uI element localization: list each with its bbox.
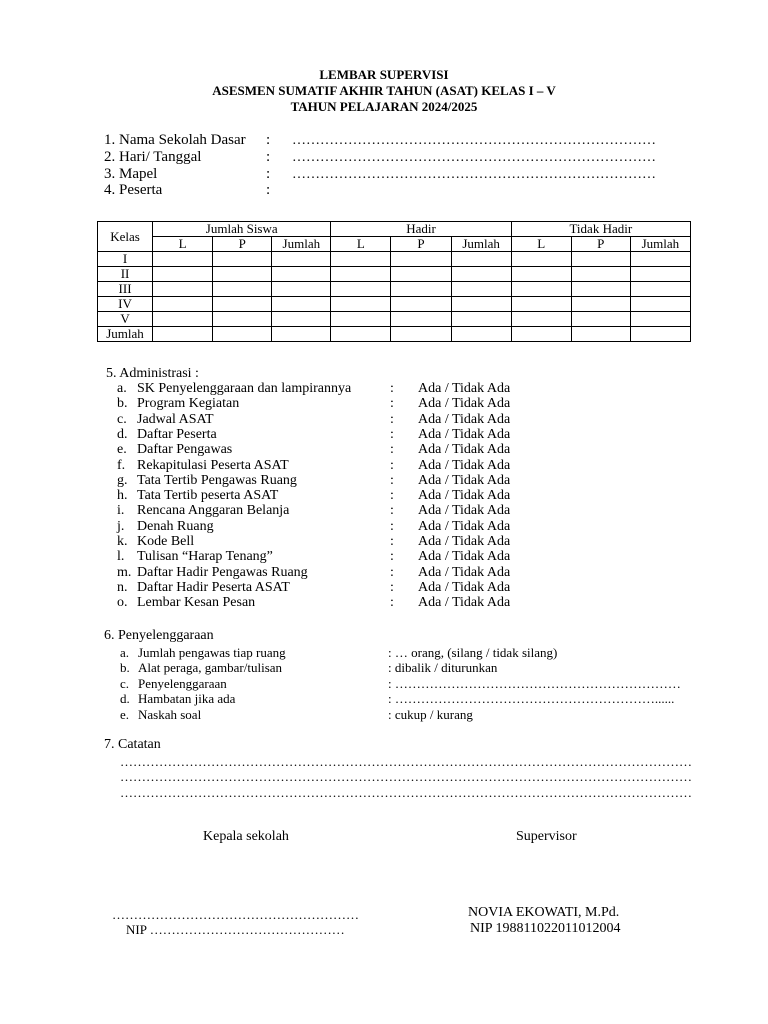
item-colon: : [390, 595, 394, 610]
item-value: : ………………………………………………………… [388, 676, 681, 691]
item-label: SK Penyelenggaraan dan lampirannya [137, 381, 352, 396]
signature-nip-left: NIP ……………………………………… [126, 922, 345, 937]
group-header-hadir: Hadir [331, 222, 511, 237]
cell [630, 252, 690, 267]
row-label: III [98, 282, 153, 297]
cell [153, 252, 213, 267]
identity-colon: : [266, 166, 271, 182]
cell [331, 252, 391, 267]
item-value: Ada / Tidak Ada [418, 580, 511, 595]
cell [213, 267, 272, 282]
item-letter: n. [117, 580, 128, 595]
subheader-cell: L [153, 237, 213, 252]
item-label: Penyelenggaraan [138, 676, 227, 691]
cell [451, 282, 511, 297]
cell [630, 297, 690, 312]
item-label: Tulisan “Harap Tenang” [137, 549, 273, 564]
cell [272, 252, 331, 267]
title-line-3: TAHUN PELAJARAN 2024/2025 [290, 99, 478, 114]
row-label: V [98, 312, 153, 327]
identity-value: …………………………………………………………………… [292, 167, 656, 182]
title-line-1: LEMBAR SUPERVISI [319, 67, 449, 82]
table-row [98, 312, 691, 327]
penyelenggaraan-title: 6. Penyelenggaraan [104, 628, 214, 643]
item-colon: : [390, 549, 394, 564]
subheader-cell: P [571, 237, 630, 252]
item-label: Hambatan jika ada [138, 691, 236, 706]
item-value: Ada / Tidak Ada [418, 595, 511, 610]
item-label: Lembar Kesan Pesan [137, 595, 256, 610]
cell [213, 312, 272, 327]
item-label: Daftar Pengawas [137, 442, 233, 457]
cell [511, 252, 571, 267]
subheader-cell: P [213, 237, 272, 252]
item-colon: : [390, 565, 394, 580]
cell [272, 282, 331, 297]
cell [451, 327, 511, 342]
row-label: IV [98, 297, 153, 312]
item-letter: i. [117, 503, 125, 518]
identity-colon: : [266, 149, 271, 165]
item-colon: : [390, 534, 394, 549]
item-value: Ada / Tidak Ada [418, 381, 511, 396]
item-letter: d. [120, 691, 130, 706]
identity-value: …………………………………………………………………… [292, 133, 656, 148]
item-letter: m. [117, 565, 132, 580]
row-label: I [98, 252, 153, 267]
item-value: Ada / Tidak Ada [418, 442, 511, 457]
identity-label: 2. Hari/ Tanggal [104, 149, 202, 165]
identity-label: 4. Peserta [104, 182, 163, 198]
cell [391, 252, 451, 267]
item-label: Alat peraga, gambar/tulisan [138, 660, 283, 675]
cell [213, 327, 272, 342]
identity-colon: : [266, 132, 271, 148]
row-label: II [98, 267, 153, 282]
cell [630, 267, 690, 282]
cell [571, 252, 630, 267]
attendance-table [97, 221, 691, 342]
cell [213, 282, 272, 297]
kelas-header: Kelas [98, 222, 153, 252]
cell [153, 312, 213, 327]
group-header-jumlah-siswa: Jumlah Siswa [153, 222, 331, 237]
item-colon: : [390, 503, 394, 518]
item-letter: k. [117, 534, 128, 549]
cell [272, 327, 331, 342]
cell [153, 327, 213, 342]
item-value: : dibalik / diturunkan [388, 660, 498, 675]
item-colon: : [390, 442, 394, 457]
cell [451, 297, 511, 312]
item-colon: : [390, 580, 394, 595]
cell [511, 327, 571, 342]
cell [511, 297, 571, 312]
cell [571, 267, 630, 282]
cell [511, 312, 571, 327]
item-label: Denah Ruang [137, 519, 214, 534]
table-header-row [98, 222, 691, 237]
item-value: : ……………………………………………………...... [388, 691, 675, 706]
item-colon: : [390, 458, 394, 473]
group-header-tidak-hadir: Tidak Hadir [511, 222, 690, 237]
item-value: : … orang, (silang / tidak silang) [388, 645, 558, 660]
cell [630, 327, 690, 342]
cell [630, 282, 690, 297]
item-letter: c. [117, 412, 127, 427]
cell [511, 267, 571, 282]
item-label: Daftar Hadir Peserta ASAT [137, 580, 290, 595]
item-label: Jadwal ASAT [137, 412, 214, 427]
item-label: Daftar Hadir Pengawas Ruang [137, 565, 308, 580]
identity-colon: : [266, 182, 271, 198]
item-value: Ada / Tidak Ada [418, 473, 511, 488]
item-colon: : [390, 473, 394, 488]
cell [153, 267, 213, 282]
subheader-cell: L [331, 237, 391, 252]
identity-value: …………………………………………………………………… [292, 150, 656, 165]
signature-role-right: Supervisor [516, 829, 577, 844]
table-subheader-row [98, 237, 691, 252]
item-value: Ada / Tidak Ada [418, 519, 511, 534]
item-colon: : [390, 412, 394, 427]
identity-label: 1. Nama Sekolah Dasar [104, 132, 246, 148]
row-label: Jumlah [98, 327, 153, 342]
cell [391, 327, 451, 342]
item-value: Ada / Tidak Ada [418, 458, 511, 473]
item-letter: a. [120, 645, 130, 660]
item-letter: h. [117, 488, 128, 503]
cell [571, 282, 630, 297]
subheader-cell: P [391, 237, 451, 252]
item-label: Naskah soal [138, 707, 202, 722]
subheader-cell: Jumlah [630, 237, 690, 252]
subheader-cell: Jumlah [451, 237, 511, 252]
cell [451, 312, 511, 327]
cell [331, 297, 391, 312]
item-letter: e. [117, 442, 127, 457]
item-colon: : [390, 519, 394, 534]
cell [451, 267, 511, 282]
item-letter: f. [117, 458, 126, 473]
item-label: Program Kegiatan [137, 396, 240, 411]
table-row [98, 297, 691, 312]
item-label: Rencana Anggaran Belanja [137, 503, 290, 518]
item-letter: g. [117, 473, 128, 488]
cell [272, 267, 331, 282]
signature-name-right: NOVIA EKOWATI, M.Pd. [468, 905, 620, 920]
item-label: Tata Tertib Pengawas Ruang [137, 473, 297, 488]
item-colon: : [390, 488, 394, 503]
cell [272, 312, 331, 327]
item-label: Daftar Peserta [137, 427, 217, 442]
cell [331, 312, 391, 327]
cell [391, 297, 451, 312]
identity-label: 3. Mapel [104, 166, 158, 182]
cell [571, 327, 630, 342]
table-row [98, 252, 691, 267]
cell [571, 312, 630, 327]
signature-name-left: ………………………………………………… [112, 907, 359, 922]
item-value: Ada / Tidak Ada [418, 549, 511, 564]
item-value: Ada / Tidak Ada [418, 565, 511, 580]
item-letter: o. [117, 595, 128, 610]
item-colon: : [390, 381, 394, 396]
cell [511, 282, 571, 297]
table-row [98, 282, 691, 297]
catatan-title: 7. Catatan [104, 737, 161, 752]
cell [272, 297, 331, 312]
signature-role-left: Kepala sekolah [203, 829, 289, 844]
cell [153, 282, 213, 297]
item-value: Ada / Tidak Ada [418, 488, 511, 503]
cell [331, 267, 391, 282]
table-row [98, 327, 691, 342]
item-letter: c. [120, 676, 130, 691]
item-letter: e. [120, 707, 130, 722]
item-label: Tata Tertib peserta ASAT [137, 488, 279, 503]
item-letter: a. [117, 381, 127, 396]
item-value: Ada / Tidak Ada [418, 396, 511, 411]
cell [391, 312, 451, 327]
title-line-2: ASESMEN SUMATIF AKHIR TAHUN (ASAT) KELAS I – V [212, 83, 556, 98]
cell [391, 267, 451, 282]
cell [213, 252, 272, 267]
item-value: Ada / Tidak Ada [418, 534, 511, 549]
subheader-cell: L [511, 237, 571, 252]
cell [331, 327, 391, 342]
item-value: Ada / Tidak Ada [418, 427, 511, 442]
cell [451, 252, 511, 267]
cell [571, 297, 630, 312]
item-letter: l. [117, 549, 125, 564]
item-label: Kode Bell [137, 534, 195, 549]
item-label: Rekapitulasi Peserta ASAT [137, 458, 289, 473]
item-letter: j. [117, 519, 125, 534]
item-colon: : [390, 396, 394, 411]
cell [331, 282, 391, 297]
cell [391, 282, 451, 297]
item-letter: b. [120, 660, 130, 675]
table-row [98, 267, 691, 282]
cell [630, 312, 690, 327]
item-colon: : [390, 427, 394, 442]
item-label: Jumlah pengawas tiap ruang [138, 645, 286, 660]
catatan-line: …………………………………………………………………………………………………………………… [120, 754, 692, 769]
item-value: Ada / Tidak Ada [418, 503, 511, 518]
signature-nip-right: NIP 198811022011012004 [470, 921, 621, 936]
cell [153, 297, 213, 312]
catatan-line: …………………………………………………………………………………………………………………… [120, 769, 692, 784]
item-letter: b. [117, 396, 128, 411]
item-value: Ada / Tidak Ada [418, 412, 511, 427]
administrasi-title: 5. Administrasi : [106, 366, 199, 381]
item-letter: d. [117, 427, 128, 442]
subheader-cell: Jumlah [272, 237, 331, 252]
item-value: : cukup / kurang [388, 707, 473, 722]
catatan-line: …………………………………………………………………………………………………………………… [120, 785, 692, 800]
cell [213, 297, 272, 312]
